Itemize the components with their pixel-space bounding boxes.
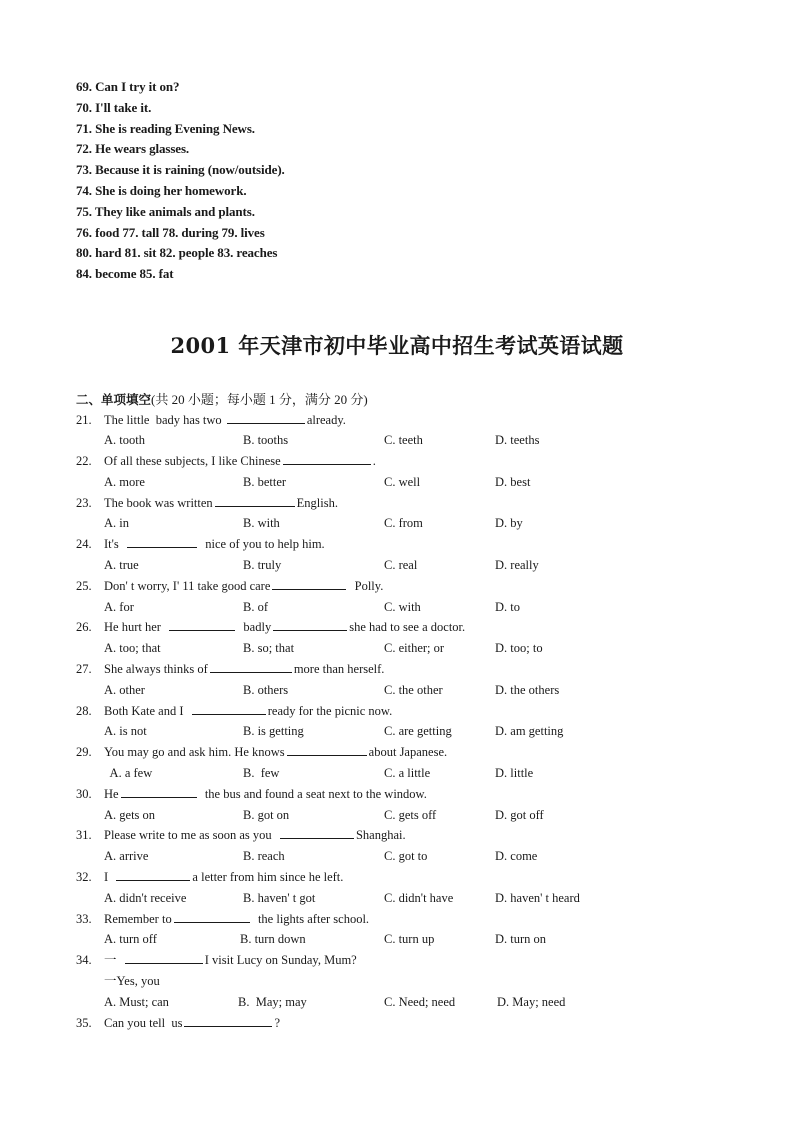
stem-text: The little bady has two xyxy=(104,412,225,427)
option-c[interactable]: C. the other xyxy=(384,682,443,697)
answer-blank[interactable] xyxy=(169,617,235,631)
question-stem xyxy=(104,742,447,763)
question-row xyxy=(76,617,776,638)
options-row xyxy=(76,846,776,867)
answer-blank[interactable] xyxy=(227,410,305,424)
option-b[interactable]: B. tooths xyxy=(243,433,289,448)
answer-line: 84. become 85. fat xyxy=(76,266,174,282)
question-row xyxy=(76,576,776,597)
question-number: 24. xyxy=(76,537,92,552)
option-a[interactable]: A. didn't receive xyxy=(104,890,187,905)
stem-text: She always thinks of xyxy=(104,662,208,677)
stem-text: the bus and found a seat next to the window. xyxy=(198,786,427,801)
options-row xyxy=(76,888,776,909)
question-number: 31. xyxy=(76,828,92,843)
option-a[interactable]: A. for xyxy=(104,599,134,614)
question-stem xyxy=(104,701,392,722)
stem-text: a letter from him since he left. xyxy=(192,870,344,885)
option-c[interactable]: C. got to xyxy=(384,849,428,864)
option-c[interactable]: C. didn't have xyxy=(384,890,454,905)
stem-text: . xyxy=(372,454,376,469)
answer-blank[interactable] xyxy=(215,493,295,507)
option-b[interactable]: B. haven' t got xyxy=(243,890,316,905)
option-a[interactable]: A. arrive xyxy=(104,849,149,864)
options-row xyxy=(76,472,776,493)
option-d[interactable]: D. best xyxy=(495,474,531,489)
option-d[interactable]: D. little xyxy=(495,766,534,781)
answer-line: 74. She is doing her homework. xyxy=(76,182,247,198)
option-a[interactable]: A. too; that xyxy=(104,641,161,656)
answer-blank[interactable] xyxy=(127,534,197,548)
question-number: 25. xyxy=(76,578,92,593)
options-row xyxy=(76,638,776,659)
question-row xyxy=(76,867,776,888)
option-c[interactable]: C. either; or xyxy=(384,641,445,656)
answer-line: 75. They like animals and plants. xyxy=(76,203,255,219)
options-row xyxy=(76,430,776,451)
stem-text: Don' t worry, I' 11 take good care xyxy=(104,578,271,593)
option-a[interactable]: A. tooth xyxy=(104,433,145,448)
question-number: 27. xyxy=(76,662,92,677)
options-row xyxy=(76,513,776,534)
answer-blank[interactable] xyxy=(283,451,371,465)
option-a[interactable]: A. turn off xyxy=(104,932,157,947)
option-a[interactable]: A. in xyxy=(104,516,129,531)
question-row xyxy=(76,493,776,514)
option-b[interactable]: B. is getting xyxy=(243,724,304,739)
options-row xyxy=(76,555,776,576)
question-stem xyxy=(104,867,343,888)
question-number: 28. xyxy=(76,703,92,718)
stem-text: about Japanese. xyxy=(368,745,448,760)
option-d[interactable]: D. to xyxy=(495,599,520,614)
options-row xyxy=(76,597,776,618)
answer-line: 80. hard 81. sit 82. people 83. reaches xyxy=(76,245,278,261)
option-c[interactable]: C. with xyxy=(384,599,421,614)
option-b[interactable]: B. few xyxy=(243,766,280,781)
question-stem xyxy=(104,950,357,971)
option-c[interactable]: C. Need; need xyxy=(384,994,456,1009)
answer-blank[interactable] xyxy=(280,825,354,839)
question-row xyxy=(76,534,776,555)
answer-blank[interactable] xyxy=(287,742,367,756)
answer-key xyxy=(76,77,285,285)
option-a[interactable]: A. gets on xyxy=(104,807,156,822)
question-number: 21. xyxy=(76,412,92,427)
question-row xyxy=(76,410,776,431)
question-row xyxy=(76,909,776,930)
question-list xyxy=(76,410,776,1034)
page-title: 2001 年天津市初中毕业高中招生考试英语试题 xyxy=(170,333,624,358)
answer-blank[interactable] xyxy=(121,784,197,798)
option-c[interactable]: C. teeth xyxy=(384,433,423,448)
answer-blank[interactable] xyxy=(210,659,292,673)
option-a[interactable]: A. true xyxy=(104,558,139,573)
option-d[interactable]: D. really xyxy=(495,558,539,573)
stem-text: Can you tell us xyxy=(104,1015,183,1030)
answer-line: 72. He wears glasses. xyxy=(76,141,190,157)
question-stem xyxy=(104,825,406,846)
option-c[interactable]: C. gets off xyxy=(384,807,437,822)
question-stem xyxy=(104,410,346,431)
option-b[interactable]: B. better xyxy=(243,474,287,489)
option-c[interactable]: C. a little xyxy=(384,766,431,781)
stem-text: You may go and ask him. He knows xyxy=(104,745,285,760)
option-c[interactable]: C. are getting xyxy=(384,724,452,739)
question-number: 30. xyxy=(76,786,92,801)
answer-line: 71. She is reading Evening News. xyxy=(76,120,255,136)
answer-blank[interactable] xyxy=(272,576,346,590)
question-number: 33. xyxy=(76,911,92,926)
option-b[interactable]: B. turn down xyxy=(240,932,306,947)
question-stem xyxy=(104,617,465,638)
option-d[interactable]: D. by xyxy=(495,516,523,531)
answer-line: 73. Because it is raining (now/outside). xyxy=(76,162,285,178)
option-d[interactable]: D. the others xyxy=(495,682,560,697)
option-d[interactable]: D. come xyxy=(495,849,538,864)
stem-text: Of all these subjects, I like Chinese xyxy=(104,454,281,469)
stem-text: nice of you to help him. xyxy=(199,537,325,552)
stem-text: already. xyxy=(306,412,346,427)
option-c[interactable]: C. well xyxy=(384,474,421,489)
question-number: 32. xyxy=(76,870,92,885)
option-b[interactable]: B. May; may xyxy=(238,994,307,1009)
stem-text: 一 xyxy=(104,953,123,968)
options-row xyxy=(76,992,776,1013)
question-row xyxy=(76,659,776,680)
stem-text: I visit Lucy on Sunday, Mum? xyxy=(204,953,357,968)
question-stem xyxy=(104,451,376,472)
question-stem xyxy=(104,493,338,514)
question-number: 23. xyxy=(76,495,92,510)
option-b[interactable]: B. others xyxy=(243,682,289,697)
option-c[interactable]: C. real xyxy=(384,558,418,573)
stem-text: It's xyxy=(104,537,126,552)
options-row xyxy=(76,721,776,742)
answer-line: 76. food 77. tall 78. during 79. lives xyxy=(76,224,265,240)
stem-text: Please write to me as soon as you xyxy=(104,828,278,843)
option-b[interactable]: B. with xyxy=(243,516,280,531)
stem-text: ? xyxy=(274,1015,281,1030)
question-number: 22. xyxy=(76,454,92,469)
question-stem xyxy=(104,576,383,597)
question-reply: 一Yes, you xyxy=(104,974,160,989)
option-a[interactable]: A. Must; can xyxy=(104,994,169,1009)
option-b[interactable]: B. so; that xyxy=(243,641,295,656)
question-stem xyxy=(104,659,384,680)
options-row xyxy=(76,805,776,826)
answer-blank[interactable] xyxy=(184,1013,272,1027)
option-d[interactable]: D. too; to xyxy=(495,641,543,656)
question-stem xyxy=(104,909,369,930)
answer-line: 69. Can I try it on? xyxy=(76,79,180,94)
option-d[interactable]: D. am getting xyxy=(495,724,564,739)
question-number: 35. xyxy=(76,1015,92,1030)
options-row xyxy=(76,763,776,784)
option-d[interactable]: D. May; need xyxy=(497,994,566,1009)
section-heading xyxy=(76,390,368,410)
stem-text: more than herself. xyxy=(293,662,385,677)
question-row xyxy=(76,451,776,472)
question-row xyxy=(76,742,776,763)
stem-text: Shanghai. xyxy=(355,828,406,843)
section-heading-label: 二、单项填空 xyxy=(76,392,152,407)
stem-text: The book was written xyxy=(104,495,213,510)
question-reply-row xyxy=(76,971,776,992)
option-c[interactable]: C. from xyxy=(384,516,423,531)
question-stem xyxy=(104,534,325,555)
answer-blank[interactable] xyxy=(174,909,250,923)
stem-text: He xyxy=(104,786,119,801)
option-b[interactable]: B. truly xyxy=(243,558,282,573)
question-row xyxy=(76,825,776,846)
option-d[interactable]: D. haven' t heard xyxy=(495,890,580,905)
option-d[interactable]: D. turn on xyxy=(495,932,547,947)
question-number: 26. xyxy=(76,620,92,635)
option-a[interactable]: A. is not xyxy=(104,724,147,739)
stem-text: Both Kate and I xyxy=(104,703,190,718)
answer-blank[interactable] xyxy=(192,701,266,715)
stem-text: the lights after school. xyxy=(251,911,370,926)
option-a[interactable]: A. other xyxy=(104,682,145,697)
question-row xyxy=(76,950,776,971)
answer-blank[interactable] xyxy=(116,867,190,881)
answer-blank[interactable] xyxy=(125,950,203,964)
question-stem xyxy=(104,1013,280,1034)
question-number: 34. xyxy=(76,953,92,968)
option-a[interactable]: A. a few xyxy=(104,766,153,781)
stem-text: she had to see a doctor. xyxy=(349,620,466,635)
question-row xyxy=(76,701,776,722)
option-a[interactable]: A. more xyxy=(104,474,145,489)
question-row xyxy=(76,784,776,805)
stem-text: Remember to xyxy=(104,911,172,926)
answer-line: 70. I'll take it. xyxy=(76,99,152,115)
option-d[interactable]: D. teeths xyxy=(495,433,540,448)
option-d[interactable]: D. got off xyxy=(495,807,544,822)
option-c[interactable]: C. turn up xyxy=(384,932,435,947)
stem-text: Polly. xyxy=(348,578,384,593)
section-heading-note: (共 20 小题；每小题 1 分，满分 20 分) xyxy=(151,392,368,407)
question-stem xyxy=(104,784,427,805)
stem-text: He hurt her xyxy=(104,620,168,635)
options-row xyxy=(76,929,776,950)
stem-text: ready for the picnic now. xyxy=(267,703,393,718)
option-b[interactable]: B. reach xyxy=(243,849,285,864)
answer-blank[interactable] xyxy=(273,617,347,631)
question-row xyxy=(76,1013,776,1034)
stem-text: badly xyxy=(237,620,272,635)
stem-text: English. xyxy=(296,495,338,510)
question-number: 29. xyxy=(76,745,92,760)
option-b[interactable]: B. got on xyxy=(243,807,290,822)
option-b[interactable]: B. of xyxy=(243,599,268,614)
options-row xyxy=(76,680,776,701)
stem-text: I xyxy=(104,870,115,885)
